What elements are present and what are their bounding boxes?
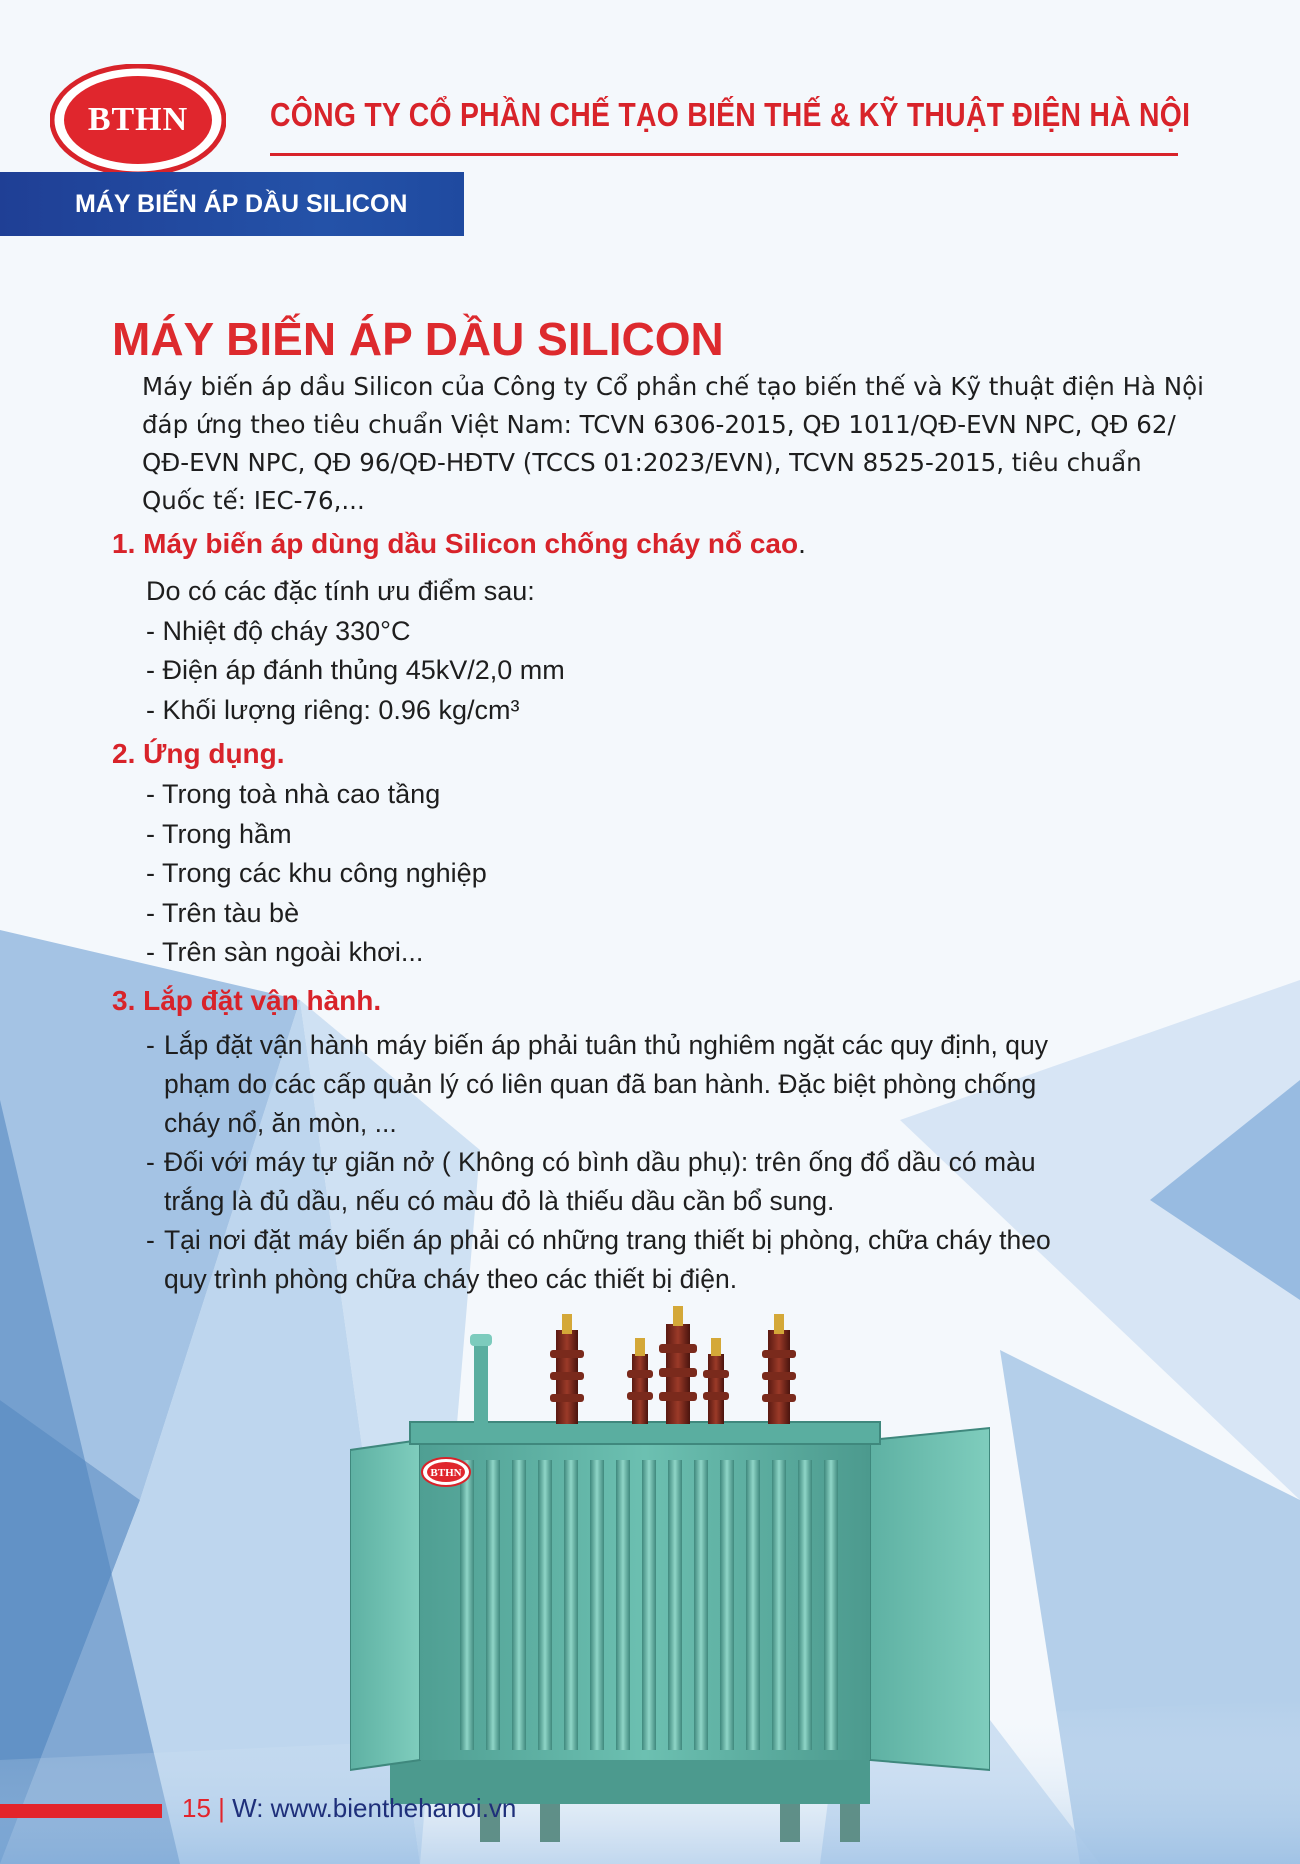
section-3-item-line: phạm do các cấp quản lý có liên quan đã ban hành. Đặc biệt phòng chống (164, 1069, 1037, 1099)
intro-line: đáp ứng theo tiêu chuẩn Việt Nam: TCVN 6306-2015, QĐ 1011/QĐ-EVN NPC, QĐ 62/ (142, 410, 1176, 439)
intro-paragraph (142, 368, 1252, 520)
header-divider (270, 153, 1178, 156)
section-3-item-line: Tại nơi đặt máy biến áp phải có những trang thiết bị phòng, chữa cháy theo (164, 1225, 1051, 1255)
tank-logo-text: BTHN (430, 1467, 462, 1479)
section-1-item: - Nhiệt độ cháy 330°C (146, 615, 411, 646)
section-3-item-line: quy trình phòng chữa cháy theo các thiết bị điện. (164, 1264, 738, 1294)
section-3-item-line: trắng là đủ dầu, nếu có màu đỏ là thiếu dầu cần bổ sung. (164, 1186, 835, 1216)
intro-line: QĐ-EVN NPC, QĐ 96/QĐ-HĐTV (TCCS 01:2023/EVN), TCVN 8525-2015, tiêu chuẩn (142, 448, 1142, 477)
section-1-heading-suffix: . (798, 528, 806, 559)
page-number: 15 (182, 1793, 211, 1823)
section-3-item (146, 1026, 1206, 1143)
section-2-item: - Trong toà nhà cao tầng (146, 779, 441, 809)
section-2-item: - Trong các khu công nghiệp (146, 858, 487, 888)
website-link[interactable]: W: www.bienthehanoi.vn (232, 1793, 517, 1823)
intro-line: Quốc tế: IEC-76,... (142, 486, 365, 515)
company-logo (50, 64, 226, 176)
section-3-item-line: Đối với máy tự giãn nở ( Không có bình dầu phụ): trên ống đổ dầu có màu (164, 1147, 1036, 1177)
bullet-dash: - (146, 1147, 155, 1177)
page-title: MÁY BIẾN ÁP DẦU SILICON (112, 313, 724, 365)
section-3-item-line: Lắp đặt vận hành máy biến áp phải tuân thủ nghiêm ngặt các quy định, quy (164, 1030, 1048, 1060)
section-2-item: - Trên tàu bè (146, 897, 300, 928)
section-2-list (146, 775, 487, 973)
bullet-dash: - (146, 1225, 155, 1255)
section-2-item: - Trên sàn ngoài khơi... (146, 937, 424, 967)
section-2-item: - Trong hầm (146, 818, 292, 849)
section-1-heading-text: 1. Máy biến áp dùng dầu Silicon chống cháy nổ cao (112, 528, 799, 559)
section-1-list (146, 572, 565, 730)
footer (182, 1793, 516, 1824)
section-3-item (146, 1143, 1206, 1221)
intro-line: Máy biến áp dầu Silicon của Công ty Cổ phần chế tạo biến thế và Kỹ thuật điện Hà Nội (142, 372, 1204, 401)
category-banner (0, 172, 464, 236)
section-1-item: - Điện áp đánh thủng 45kV/2,0 mm (146, 655, 565, 685)
section-1-lead: Do có các đặc tính ưu điểm sau: (146, 576, 535, 606)
logo-text: BTHN (87, 101, 189, 138)
footer-accent-bar (0, 1804, 162, 1818)
bullet-dash: - (146, 1030, 155, 1060)
section-3-item-line: cháy nổ, ăn mòn, ... (164, 1108, 397, 1138)
transformer-product-image (350, 1300, 990, 1845)
section-1-item: - Khối lượng riêng: 0.96 kg/cm³ (146, 694, 520, 725)
section-2-heading: 2. Ứng dụng. (112, 738, 285, 769)
section-1-heading (112, 528, 806, 560)
section-3-item (146, 1221, 1206, 1299)
footer-separator: | (218, 1793, 225, 1823)
category-banner-label: MÁY BIẾN ÁP DẦU SILICON (75, 190, 408, 218)
section-3-heading: 3. Lắp đặt vận hành. (112, 985, 382, 1016)
company-name: CÔNG TY CỔ PHẦN CHẾ TẠO BIẾN THẾ & KỸ THUẬT ĐIỆN HÀ NỘI (270, 96, 1191, 133)
